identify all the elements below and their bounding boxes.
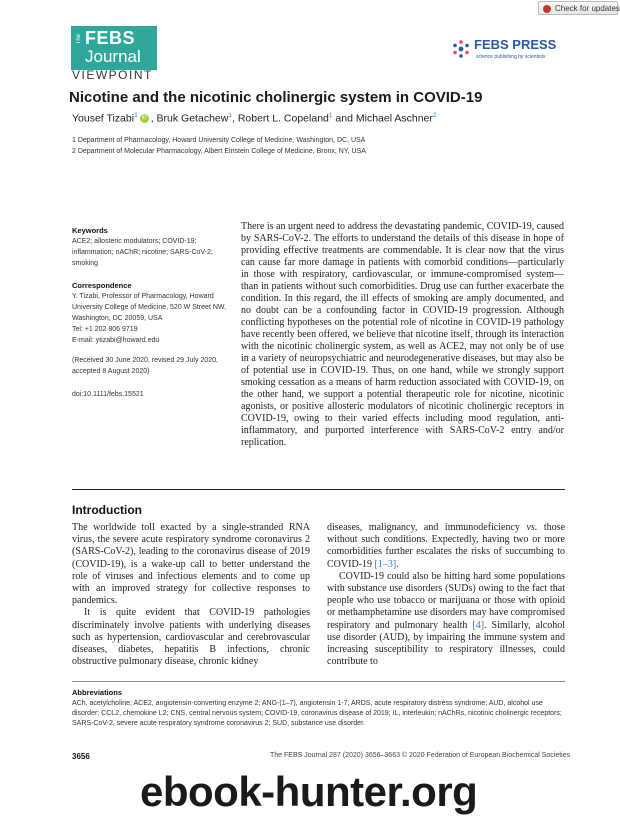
abbreviations-text: ACh, acetylcholine; ACE2, angiotensin-converting enzyme 2; ANG-(1–7), angiotensin 1-7; ARDS, acute respiratory distress syndrome; AUD, alcohol use disorder; CCL2, chemokine L2; CNS, central nervous system; COVID-19, coronavirus disease of 2019; IL, interleukin; nAChRs, nicotinic cholinergic receptors; SARS-CoV-2, severe acute respiratory syndrome coronavirus 2; SUD, substance use disorder. xyxy=(72,700,562,727)
author-affiliation-sup: 1 xyxy=(228,112,232,119)
correspondence-email[interactable]: E-mail: ytizabi@howard.edu xyxy=(72,337,160,344)
section-divider xyxy=(72,489,565,490)
keywords-heading: Keywords xyxy=(72,226,108,235)
body-paragraph xyxy=(327,522,565,571)
publisher-tagline: science publishing by scientists xyxy=(476,54,546,60)
article-title: Nicotine and the nicotinic cholinergic system in COVID-19 xyxy=(69,89,483,106)
author-affiliation-sup: 2 xyxy=(432,112,437,119)
footer-citation: The FEBS Journal 287 (2020) 3656–3663 © 2020 Federation of European Biochemical Societies xyxy=(270,752,571,759)
watermark-text: ebook-hunter.org xyxy=(140,768,478,815)
body-column-left xyxy=(72,522,310,668)
text-run: those without such conditions. Expectedly, having two or more comorbidities further escalates the risks of succumbing to COVID-19 xyxy=(327,522,566,570)
body-paragraph xyxy=(327,571,565,669)
introduction-heading: Introduction xyxy=(72,503,142,517)
correspondence-text: Y. Tizabi, Professor of Pharmacology, Howard University College of Medicine, 520 W Street NW, Washington, DC 20059, USA xyxy=(72,293,227,322)
author-name[interactable]: Michael Aschner xyxy=(355,112,433,125)
update-icon xyxy=(543,5,551,13)
check-for-updates-button[interactable] xyxy=(538,1,618,15)
affiliation: 2 Department of Molecular Pharmacology, Albert Einstein College of Medicine, Bronx, NY, USA xyxy=(72,148,366,155)
publisher-name: FEBS PRESS xyxy=(474,37,557,52)
abbreviations-divider xyxy=(72,681,565,682)
author-list xyxy=(72,112,437,125)
logo-febs: FEBS xyxy=(85,28,136,48)
text-run: diseases, malignancy, and immunodeficiency xyxy=(327,522,527,533)
author-separator: , xyxy=(231,112,238,125)
text-run-italic: vs. xyxy=(526,522,538,533)
author-affiliation-sup: 1 xyxy=(134,112,138,119)
body-paragraph: It is quite evident that COVID-19 pathologies discriminately involve patients with underlying diseases such as hypertension, cardiovascular and cerebrovascular diseases, diabetes, hepatitis B infections, chronic obstructive pulmonary disease, chronic kidney xyxy=(72,607,310,668)
keywords-text: ACE2; allosteric modulators; COVID-19; inflammation; nAChR; nicotine; SARS-CoV-2; smoking xyxy=(72,238,213,267)
received-dates: (Received 30 June 2020, revised 29 July 2020, accepted 8 August 2020) xyxy=(72,357,218,375)
section-label: VIEWPOINT xyxy=(72,68,153,82)
author-name[interactable]: Yousef Tizabi xyxy=(72,112,135,125)
citation-link[interactable]: [1–3] xyxy=(374,558,397,570)
author-affiliation-sup: 1 xyxy=(328,112,333,119)
check-for-updates-label: Check for updates xyxy=(555,4,620,13)
affiliation: 1 Department of Pharmacology, Howard University College of Medicine, Washington, DC, USA xyxy=(72,137,366,144)
author-separator: , xyxy=(150,112,157,125)
text-run: . xyxy=(396,558,399,570)
correspondence-tel: Tel: +1 202 806 9719 xyxy=(72,326,138,333)
abbreviations-heading: Abbreviations xyxy=(72,688,123,697)
orcid-icon[interactable]: iD xyxy=(140,114,149,123)
logo-the: The xyxy=(76,34,82,45)
body-paragraph: The worldwide toll exacted by a single-stranded RNA virus, the severe acute respiratory syndrome coronavirus 2 (SARS-CoV-2), leading to the coronavirus disease of 2019 (COVID-19), is a wake-up call to better understand the role of viruses and infectious elements and to come up with an improved strategy for collective responses to pandemics. xyxy=(72,522,310,607)
body-column-right xyxy=(327,522,565,668)
citation-link[interactable]: [4] xyxy=(472,619,485,631)
text-run: . Similarly, alcohol use disorder (AUD), by impairing the immune system and increasing susceptibility to respiratory illnesses, could contribute to xyxy=(327,619,566,668)
author-name[interactable]: Robert L. Copeland xyxy=(237,112,329,125)
author-separator: and xyxy=(332,112,356,125)
abstract: There is an urgent need to address the devastating pandemic, COVID-19, caused by SARS-CoV-2. The efforts to understand the details of this disease in hope of providing effective treatments are commendable. It is clear now that the virus can cause far more damage in patients with comorbid conditions—particularly in those with respiratory, cardiovascular, or immune-compromised system—than in patients without such comorbidities. Drug use can further exacerbate the condition. In this regard, the ill effects of smoking are amply documented, and no doubt can be a confounding factor in COVID-19 progression. Although conflicting hypotheses on the potential role of nicotine in COVID-19 pathology have recently been offered, we believe that nicotine itself, through its interaction with the nicotinic cholinergic system, as well as ACE2, may not only be of use in a variety of neuropsychiatric and neurodegenerative diseases, but may also be of potential use in COVID-19. Thus, on one hand, while we strongly support smoking cessation as a means of harm reduction associated with COVID-19, on the other hand, we support a potential therapeutic role for nicotine, nicotinic agonists, or positive allosteric modulators of nicotinic cholinergic receptors in COVID-19, owing to their varied effects including mood regulation, anti-inflammatory, and purported interference with SARS-CoV-2 entry and/or replication. xyxy=(241,221,564,448)
febs-press-icon xyxy=(450,38,472,60)
author-name[interactable]: Bruk Getachew xyxy=(156,112,229,125)
text-run: COVID-19 could also be hitting hard some populations with substance use disorders (SUDs) owing to the fact that people who use tobacco or marijuana or those with opioid or methamphetamine use disorders may have compromised respiratory and pulmonary health xyxy=(327,570,565,631)
doi[interactable]: doi:10.1111/febs.15521 xyxy=(72,391,144,398)
correspondence-heading: Correspondence xyxy=(72,281,132,290)
febs-journal-logo xyxy=(71,26,157,70)
logo-journal: Journal xyxy=(85,47,141,66)
page-number: 3656 xyxy=(72,752,90,761)
